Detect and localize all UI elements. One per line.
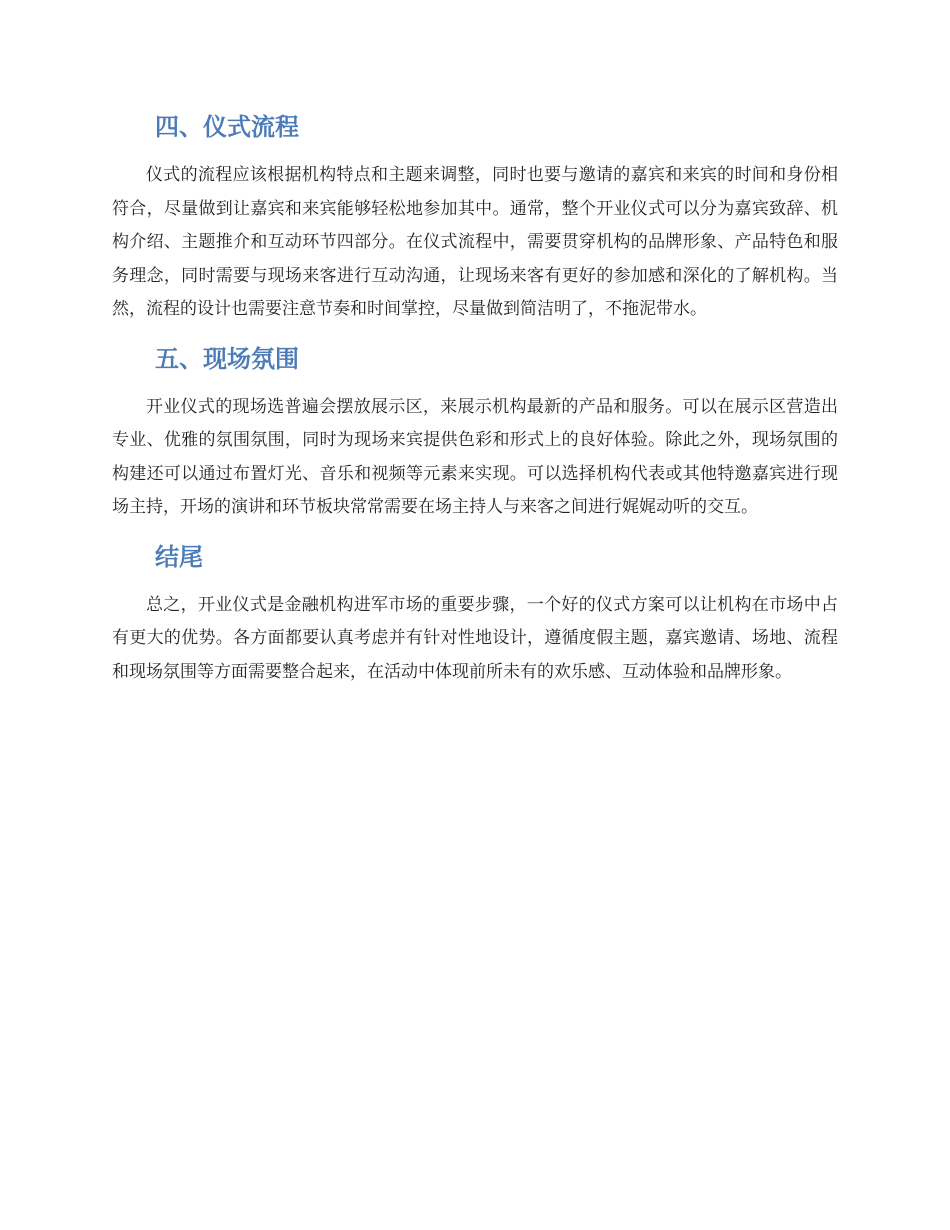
section-paragraph: 仪式的流程应该根据机构特点和主题来调整，同时也要与邀请的嘉宾和来宾的时间和身份相符合，尽量做到让嘉宾和来宾能够轻松地参加其中。通常，整个开业仪式可以分为嘉宾致辞、机构介绍、主题推介和互动环节四部分。在仪式流程中，需要贯穿机构的品牌形象、产品特色和服务理念，同时需要与现场来客进行互动沟通，让现场来客有更好的参加感和深化的了解机构。当然，流程的设计也需要注意节奏和时间掌控，尽量做到简洁明了，不拖泥带水。 [112, 165, 838, 319]
section-paragraph: 开业仪式的现场选普遍会摆放展示区，来展示机构最新的产品和服务。可以在展示区营造出专业、优雅的氛围氛围，同时为现场来宾提供色彩和形式上的良好体验。除此之外，现场氛围的构建还可以通过布置灯光、音乐和视频等元素来实现。可以选择机构代表或其他特邀嘉宾进行现场主持，开场的演讲和环节板块常常需要在场主持人与来客之间进行娓娓动听的交互。 [112, 396, 838, 517]
section-conclusion [112, 538, 838, 690]
section-heading: 结尾 [155, 542, 203, 571]
section-heading: 四、仪式流程 [155, 113, 299, 141]
section-paragraph: 总之，开业仪式是金融机构进军市场的重要步骤，一个好的仪式方案可以让机构在市场中占有更大的优势。各方面都要认真考虑并有针对性地设计，遵循度假主题，嘉宾邀请、场地、流程和现场氛围等方面需要整合起来，在活动中体现前所未有的欢乐感、互动体验和品牌形象。 [112, 594, 838, 682]
section-heading: 五、现场氛围 [155, 344, 299, 373]
section-ceremony-process [112, 108, 838, 327]
section-venue-atmosphere [112, 340, 838, 525]
